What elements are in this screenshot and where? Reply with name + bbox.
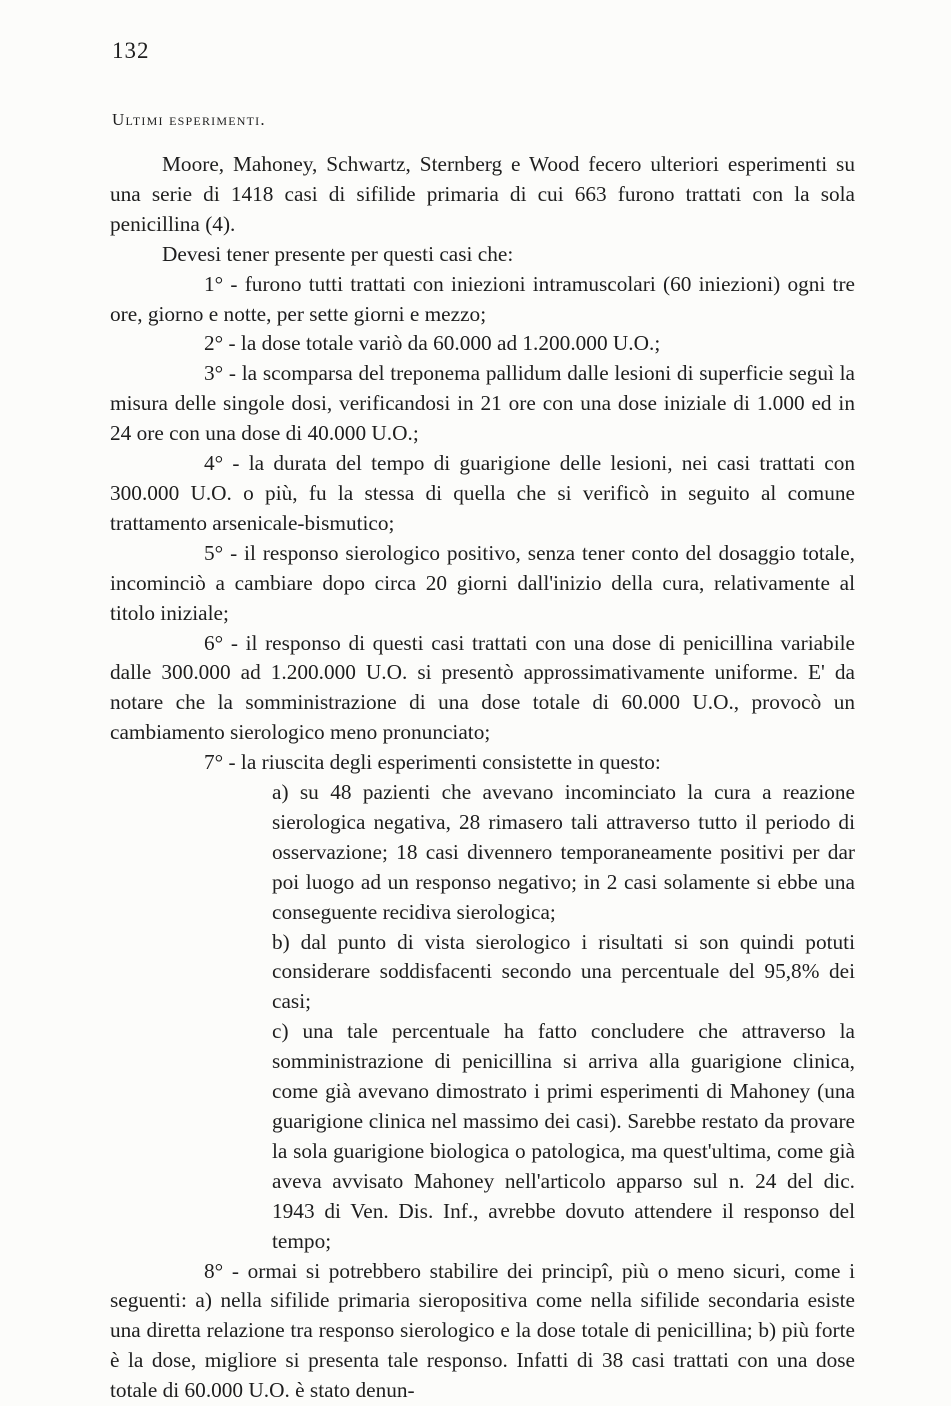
point-2: 2° - la dose totale variò da 60.000 ad 1.200.000 U.O.; — [204, 331, 661, 356]
paragraph-intro: Moore, Mahoney, Schwartz, Sternberg e Wood fecero ulteriori esperimenti su una serie di 1418 casi di sifilide primaria di cui 663 furono trattati con la sola penicillina (4). — [110, 152, 855, 236]
point-8: 8° - ormai si potrebbero stabilire dei principî, più o meno sicuri, come i seguenti: a) nella sifilide primaria sieropositiva come nella sifilide secondaria esiste una diretta relazione tra responso sierologico e la dose totale di penicillina; b) più forte è la dose, migliore si presenta tale responso. Infatti di 38 casi trattati con una dose totale di 60.000 U.O. è stato denun- — [110, 1258, 855, 1403]
sub-point-b: b) dal punto di vista sierologico i risultati si son quindi potuti considerare soddisfacenti secondo una percentuale del 95,8% dei casi; — [272, 929, 855, 1014]
sub-point-c: c) una tale percentuale ha fatto concludere che attraverso la somministrazione di penicillina si arriva alla guarigione clinica, come già avevano dimostrato i primi esperimenti di Mahoney (una guarigione clinica nel massimo dei casi). Sarebbe restato da provare la sola guarigione biologica o patologica, ma quest'ultima, come già aveva avvisato Mahoney nell'articolo apparso sul n. 24 del dic. 1943 di Ven. Dis. Inf., avrebbe dovuto attendere il responso del tempo; — [272, 1019, 855, 1253]
point-5: 5° - il responso sierologico positivo, senza tener conto del dosaggio totale, incominciò a cambiare dopo circa 20 giorni dall'inizio della cura, relativamente al titolo iniziale; — [110, 540, 855, 625]
page-number: 132 — [112, 38, 150, 63]
section-heading: Ultimi esperimenti. — [112, 110, 266, 129]
sub-point-a: a) su 48 pazienti che avevano incominciato la cura a reazione sierologica negativa, 28 rimasero tali attraverso tutto il periodo di osservazione; 18 casi divennero temporaneamente positivi per dar poi luogo ad un responso negativo; in 2 casi solamente si ebbe una conseguente recidiva sierologica; — [272, 780, 855, 924]
point-4: 4° - la durata del tempo di guarigione delle lesioni, nei casi trattati con 300.000 U.O. o più, fu la stessa di quella che si verificò in seguito al comune trattamento arsenicale-bismutico; — [110, 451, 855, 535]
point-7: 7° - la riuscita degli esperimenti consistette in questo: — [204, 750, 661, 775]
body-text — [110, 150, 855, 1406]
point-1: 1° - furono tutti trattati con iniezioni intramuscolari (60 iniezioni) ogni tre ore, giorno e notte, per sette giorni e mezzo; — [110, 271, 855, 326]
point-6: 6° - il responso di questi casi trattati con una dose di penicillina variabile dalle 300.000 ad 1.200.000 U.O. si presentò approssimativamente uniforme. E' da notare che la somministrazione di una dose totale di 60.000 U.O., provocò un cambiamento sierologico meno pronunciato; — [110, 630, 855, 745]
point-3: 3° - la scomparsa del treponema pallidum dalle lesioni di superficie seguì la misura delle singole dosi, verificandosi in 21 ore con una dose iniziale di 1.000 ed in 24 ore con una dose di 40.000 U.O.; — [110, 361, 855, 446]
paragraph-premise: Devesi tener presente per questi casi che: — [162, 241, 514, 266]
